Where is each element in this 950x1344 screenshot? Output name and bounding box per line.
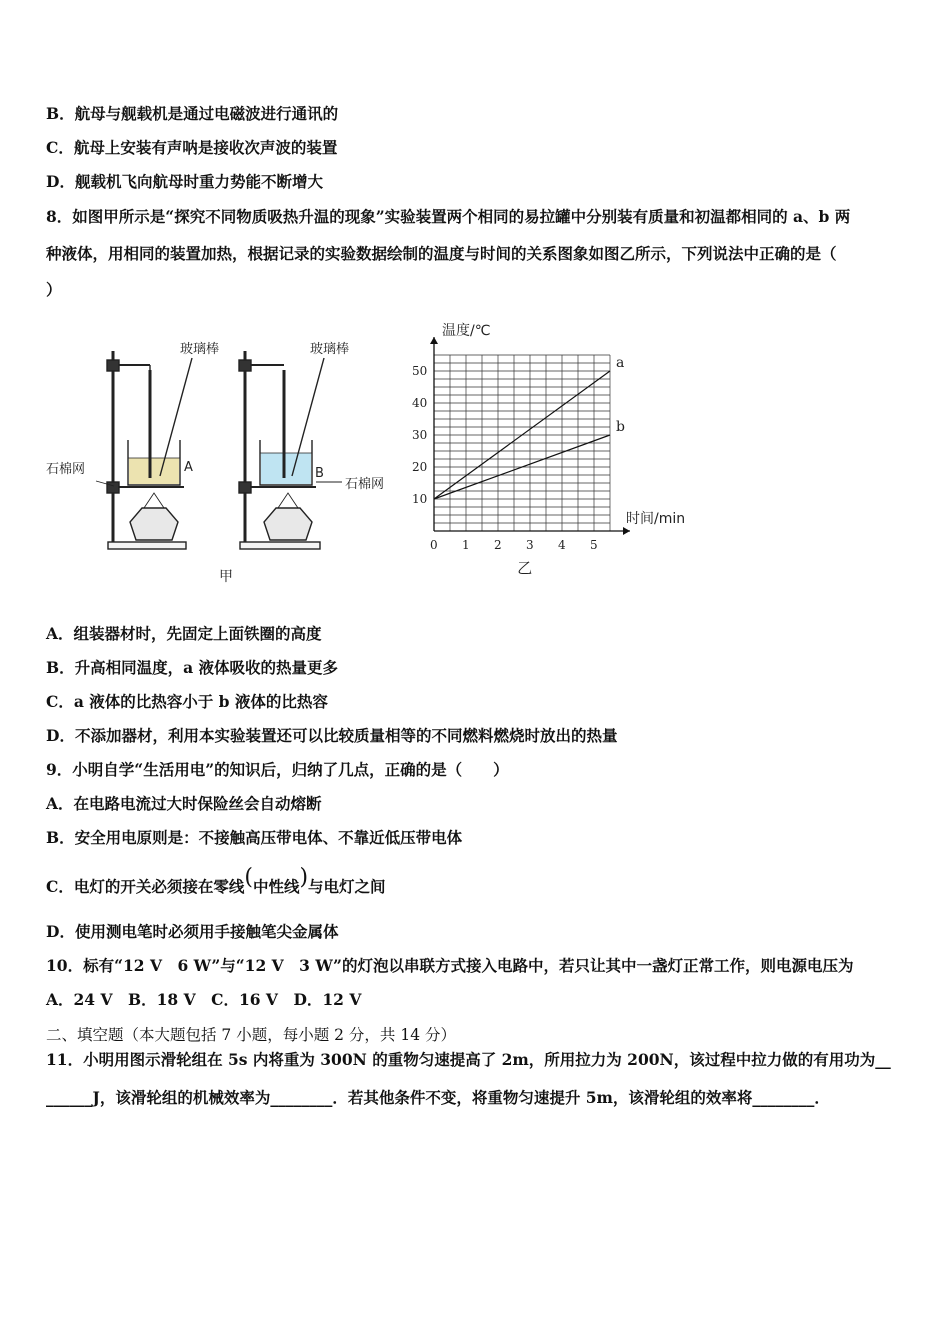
liquid-a	[129, 458, 179, 484]
y-tick-label: 50	[412, 364, 428, 378]
q9-stem: 9．小明自学“生活用电”的知识后，归纳了几点，正确的是（ ）	[46, 760, 509, 779]
clamp-ring-left	[107, 482, 119, 493]
q9-option-c-pre: C．电灯的开关必须接在零线	[46, 877, 245, 896]
q10-options: A．24 V B．18 V C．16 V D．12 V	[46, 990, 362, 1009]
q9-option-b: B．安全用电原则是：不接触高压带电体、不靠近低压带电体	[46, 828, 463, 847]
y-tick-label: 40	[412, 396, 428, 410]
q11-line2: ______J，该滑轮组的机械效率为________．若其他条件不变，将重物匀速提升 5m，该滑轮组的效率将________．	[46, 1088, 830, 1107]
q8-stem-line2: 种液体，用相同的装置加热，根据记录的实验数据绘制的温度与时间的关系图象如图乙所示，下列说法中正确的是（	[46, 244, 837, 263]
q9-option-c-mid: 中性线	[252, 877, 300, 896]
section-fill-in-title: 二、填空题（本大题包括 7 小题，每小题 2 分，共 14 分）	[46, 1026, 457, 1044]
burner-left	[130, 508, 178, 540]
q9-option-c	[46, 865, 386, 898]
q7-option-c: C．航母上安装有声呐是接收次声波的装置	[46, 138, 338, 157]
x-tick-label: 4	[558, 538, 566, 552]
q8-stem-line1: 8．如图甲所示是“探究不同物质吸热升温的现象”实验装置两个相同的易拉罐中分别装有质量和初温都相同的 a、b 两	[46, 207, 851, 226]
label-jia: 甲	[219, 569, 233, 585]
y-tick-label: 20	[412, 460, 428, 474]
clamp-top-right	[239, 360, 251, 371]
y-tick-label: 30	[412, 428, 428, 442]
q9-option-c-lparen: (	[244, 865, 253, 890]
series-label-b: b	[616, 419, 625, 435]
burner-right	[264, 508, 312, 540]
apparatus-jia	[96, 351, 342, 549]
label-beaker-a: A	[184, 460, 193, 475]
series-label-a: a	[616, 355, 625, 371]
y-tick-label: 10	[412, 492, 428, 506]
x-axis-title: 时间/min	[626, 511, 686, 527]
stand-base-left	[108, 542, 186, 549]
q9-option-a: A．在电路电流过大时保险丝会自动熔断	[46, 794, 322, 813]
q8-stem-line3: ）	[46, 280, 62, 299]
label-glass-rod-left: 玻璃棒	[180, 342, 220, 357]
x-tick-label: 3	[526, 538, 534, 552]
label-asbestos-left: 石棉网	[46, 462, 86, 477]
stand-base-right	[240, 542, 320, 549]
q8-option-d: D．不添加器材，利用本实验装置还可以比较质量相等的不同燃料燃烧时放出的热量	[46, 726, 618, 745]
q11-line1: 11．小明用图示滑轮组在 5s 内将重为 300N 的重物匀速提高了 2m，所用拉力为 200N，该过程中拉力做的有用功为__	[46, 1050, 891, 1069]
x-tick-label: 5	[590, 538, 598, 552]
q7-option-b: B．航母与舰载机是通过电磁波进行通讯的	[46, 104, 339, 123]
q9-option-c-post: 与电灯之间	[308, 877, 386, 896]
y-axis-arrow	[430, 337, 438, 344]
clamp-ring-right	[239, 482, 251, 493]
label-glass-rod-right: 玻璃棒	[310, 342, 350, 357]
x-axis-arrow	[623, 527, 630, 535]
clamp-top-left	[107, 360, 119, 371]
q8-option-b: B．升高相同温度，a 液体吸收的热量更多	[46, 658, 339, 677]
x-tick-label: 1	[462, 538, 470, 552]
x-tick-label: 2	[494, 538, 502, 552]
y-axis-title: 温度/℃	[442, 323, 491, 339]
label-asbestos-right: 石棉网	[345, 477, 385, 492]
q7-option-d: D．舰载机飞向航母时重力势能不断增大	[46, 172, 323, 191]
q8-figure	[40, 318, 720, 593]
label-beaker-b: B	[315, 466, 324, 481]
chart-caption: 乙	[517, 559, 533, 577]
q8-option-c: C．a 液体的比热容小于 b 液体的比热容	[46, 692, 328, 711]
q9-option-c-rparen: )	[299, 865, 309, 890]
liquid-b	[261, 453, 311, 484]
x-tick-label: 0	[430, 538, 438, 552]
chart-temperature-time	[412, 322, 685, 577]
q10-stem: 10．标有“12 V 6 W”与“12 V 3 W”的灯泡以串联方式接入电路中，若只让其中一盏灯正常工作，则电源电压为	[46, 956, 854, 975]
q9-option-d: D．使用测电笔时必须用手接触笔尖金属体	[46, 922, 339, 941]
q8-option-a: A．组装器材时，先固定上面铁圈的高度	[46, 624, 322, 643]
